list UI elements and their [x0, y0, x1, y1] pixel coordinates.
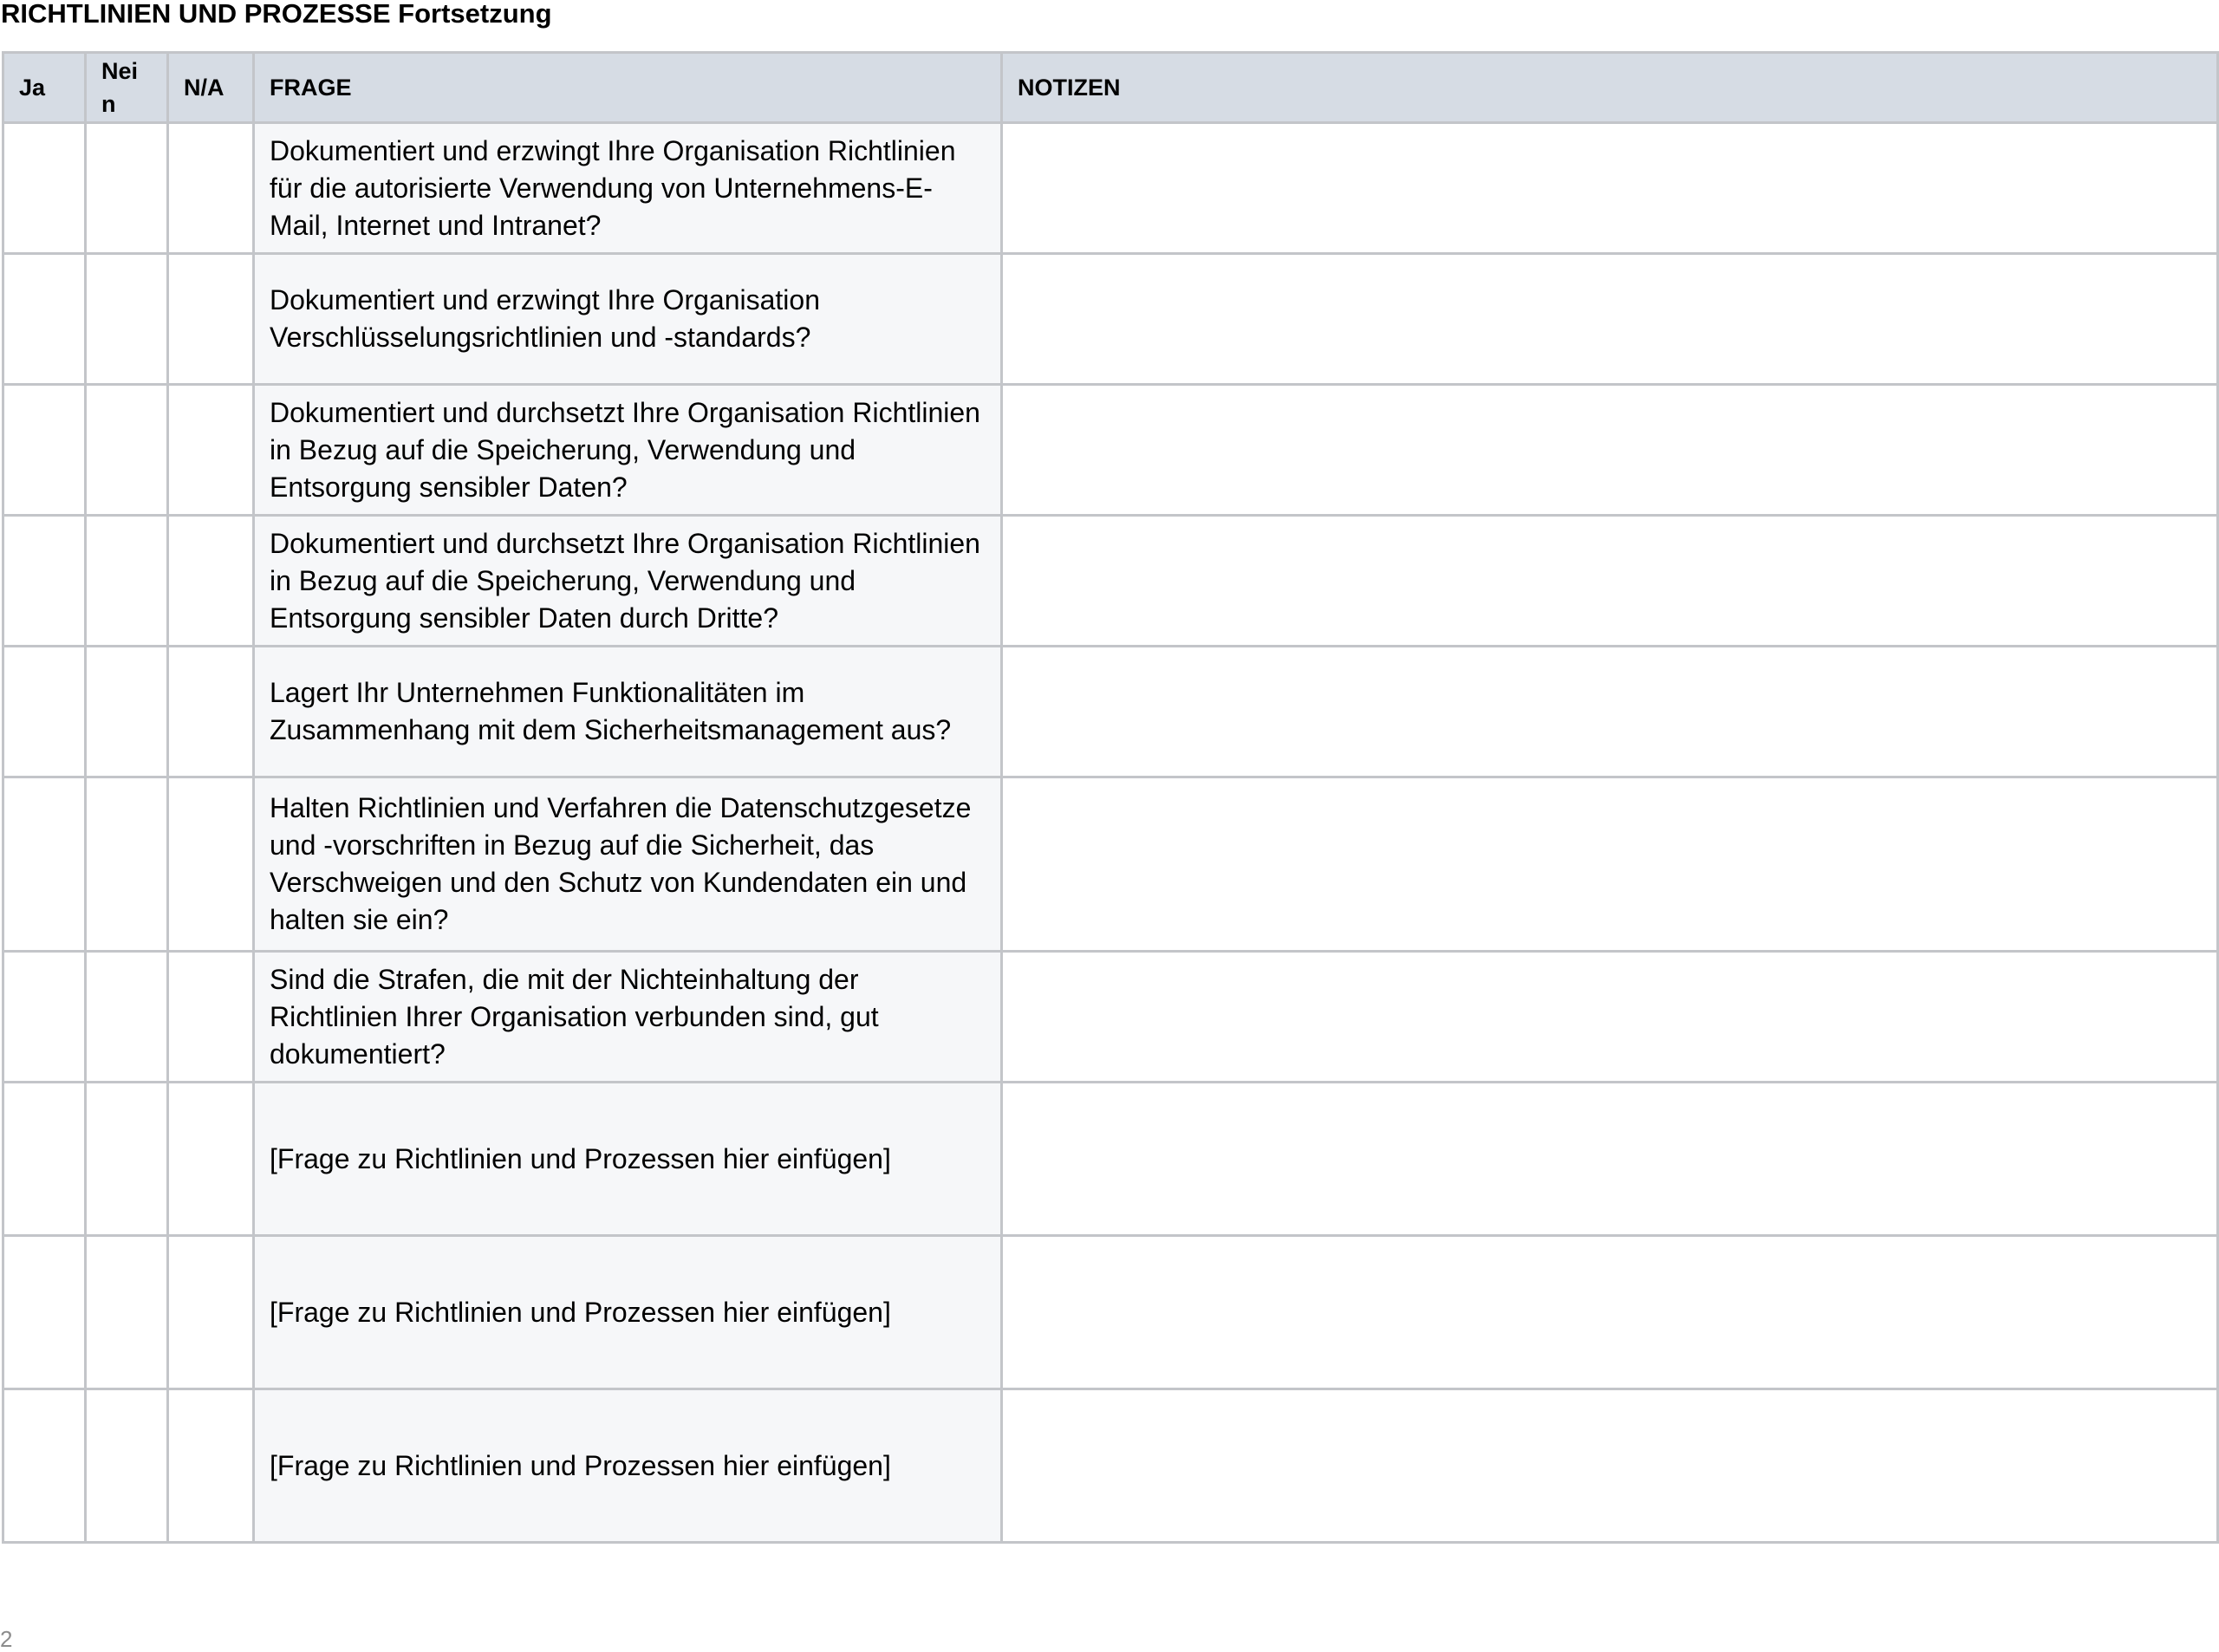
frage-cell: Halten Richtlinien und Verfahren die Datenschutzgesetze und -vorschriften in Bezug auf die Sicherheit, das Verschweigen und den Schutz von Kundendaten ein und halten sie ein?	[254, 777, 1002, 952]
frage-cell: Lagert Ihr Unternehmen Funktionalitäten im Zusammenhang mit dem Sicherheitsmanagement aus?	[254, 647, 1002, 777]
notizen-cell[interactable]	[1002, 777, 2218, 952]
nein-checkbox-cell[interactable]	[86, 1083, 168, 1236]
na-checkbox-cell[interactable]	[168, 1236, 254, 1389]
notizen-cell[interactable]	[1002, 1236, 2218, 1389]
table-row	[3, 777, 2218, 952]
table-row	[3, 647, 2218, 777]
frage-cell: Dokumentiert und durchsetzt Ihre Organisation Richtlinien in Bezug auf die Speicherung, Verwendung und Entsorgung sensibler Daten?	[254, 385, 1002, 516]
notizen-cell[interactable]	[1002, 254, 2218, 385]
table-row	[3, 254, 2218, 385]
table-row	[3, 1236, 2218, 1389]
ja-checkbox-cell[interactable]	[3, 1083, 86, 1236]
table-row	[3, 1083, 2218, 1236]
table-header-row	[3, 53, 2218, 123]
na-checkbox-cell[interactable]	[168, 647, 254, 777]
notizen-cell[interactable]	[1002, 123, 2218, 254]
nein-checkbox-cell[interactable]	[86, 1389, 168, 1543]
table-row	[3, 516, 2218, 647]
header-frage: FRAGE	[254, 53, 1002, 123]
frage-cell: Dokumentiert und erzwingt Ihre Organisation Verschlüsselungsrichtlinien und -standards?	[254, 254, 1002, 385]
ja-checkbox-cell[interactable]	[3, 254, 86, 385]
frage-cell: [Frage zu Richtlinien und Prozessen hier einfügen]	[254, 1389, 1002, 1543]
header-ja: Ja	[3, 53, 86, 123]
nein-checkbox-cell[interactable]	[86, 516, 168, 647]
header-na: N/A	[168, 53, 254, 123]
notizen-cell[interactable]	[1002, 516, 2218, 647]
na-checkbox-cell[interactable]	[168, 777, 254, 952]
ja-checkbox-cell[interactable]	[3, 952, 86, 1083]
frage-cell: Dokumentiert und durchsetzt Ihre Organisation Richtlinien in Bezug auf die Speicherung, Verwendung und Entsorgung sensibler Daten durch Dritte?	[254, 516, 1002, 647]
ja-checkbox-cell[interactable]	[3, 1236, 86, 1389]
ja-checkbox-cell[interactable]	[3, 123, 86, 254]
na-checkbox-cell[interactable]	[168, 123, 254, 254]
table-row	[3, 952, 2218, 1083]
nein-checkbox-cell[interactable]	[86, 385, 168, 516]
na-checkbox-cell[interactable]	[168, 1389, 254, 1543]
table-row	[3, 123, 2218, 254]
checklist-table	[2, 51, 2219, 1544]
nein-checkbox-cell[interactable]	[86, 647, 168, 777]
ja-checkbox-cell[interactable]	[3, 777, 86, 952]
notizen-cell[interactable]	[1002, 647, 2218, 777]
na-checkbox-cell[interactable]	[168, 1083, 254, 1236]
notizen-cell[interactable]	[1002, 952, 2218, 1083]
nein-checkbox-cell[interactable]	[86, 254, 168, 385]
frage-cell: [Frage zu Richtlinien und Prozessen hier einfügen]	[254, 1236, 1002, 1389]
ja-checkbox-cell[interactable]	[3, 385, 86, 516]
header-nein: Nein	[86, 53, 168, 123]
frage-cell: [Frage zu Richtlinien und Prozessen hier einfügen]	[254, 1083, 1002, 1236]
frage-cell: Dokumentiert und erzwingt Ihre Organisation Richtlinien für die autorisierte Verwendung von Unternehmens-E-Mail, Internet und Intranet?	[254, 123, 1002, 254]
page-number: 2	[0, 1626, 13, 1652]
na-checkbox-cell[interactable]	[168, 516, 254, 647]
header-notizen: NOTIZEN	[1002, 53, 2218, 123]
section-title: RICHTLINIEN UND PROZESSE Fortsetzung	[1, 0, 552, 29]
nein-checkbox-cell[interactable]	[86, 1236, 168, 1389]
na-checkbox-cell[interactable]	[168, 952, 254, 1083]
notizen-cell[interactable]	[1002, 385, 2218, 516]
ja-checkbox-cell[interactable]	[3, 647, 86, 777]
frage-cell: Sind die Strafen, die mit der Nichteinhaltung der Richtlinien Ihrer Organisation verbunden sind, gut dokumentiert?	[254, 952, 1002, 1083]
notizen-cell[interactable]	[1002, 1389, 2218, 1543]
na-checkbox-cell[interactable]	[168, 385, 254, 516]
nein-checkbox-cell[interactable]	[86, 123, 168, 254]
nein-checkbox-cell[interactable]	[86, 952, 168, 1083]
ja-checkbox-cell[interactable]	[3, 1389, 86, 1543]
table-row	[3, 385, 2218, 516]
notizen-cell[interactable]	[1002, 1083, 2218, 1236]
na-checkbox-cell[interactable]	[168, 254, 254, 385]
ja-checkbox-cell[interactable]	[3, 516, 86, 647]
table-row	[3, 1389, 2218, 1543]
nein-checkbox-cell[interactable]	[86, 777, 168, 952]
